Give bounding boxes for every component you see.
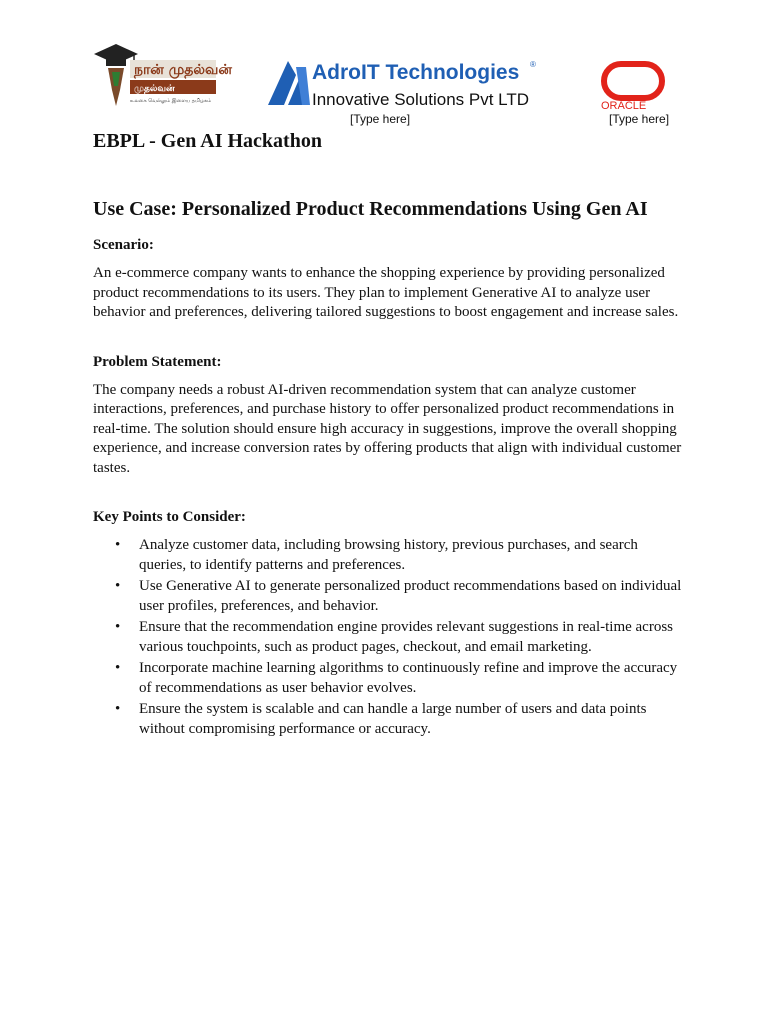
header-placeholder-1: [Type here] [350, 112, 411, 126]
use-case-heading: Use Case: Personalized Product Recommendations Using Gen AI [93, 198, 648, 220]
key-points-heading: Key Points to Consider: [93, 509, 246, 525]
svg-text:நான் முதல்வன்: நான் முதல்வன் [134, 62, 233, 78]
svg-text:Innovative Solutions Pvt LTD: Innovative Solutions Pvt LTD [312, 90, 530, 109]
svg-text:®: ® [530, 60, 536, 69]
list-item: • Ensure the system is scalable and can handle a large number of users and data points without compromising performance or accuracy. [139, 700, 685, 739]
document-title: EBPL - Gen AI Hackathon [93, 130, 322, 152]
svg-text:உலகை வெல்லும் இளைய தமிழகம்: உலகை வெல்லும் இளைய தமிழகம் [130, 98, 212, 104]
oracle-logo [599, 62, 669, 112]
list-item: • Analyze customer data, including browsing history, previous purchases, and search queries, to identify patterns and preferences. [139, 536, 685, 575]
svg-text:முதல்வன்: முதல்வன் [134, 84, 175, 94]
header-placeholder-2: [Type here] [609, 112, 670, 126]
adroit-technologies-logo [266, 55, 556, 113]
scenario-heading: Scenario: [93, 237, 154, 253]
key-points-list [93, 536, 685, 739]
problem-statement-text: The company needs a robust AI-driven recommendation system that can analyze customer interactions, preferences, and purchase history to offer personalized product recommendations in real-time. The solution should ensure high accuracy in suggestions, improve the overall shopping experience, and increase conversion rates by offering products that align with individual customer tastes. [93, 381, 682, 476]
document-body [93, 126, 685, 741]
naan-mudhalvan-logo [94, 42, 233, 112]
list-item: • Incorporate machine learning algorithms to continuously refine and improve the accuracy of recommendations as user behavior evolves. [139, 659, 685, 698]
scenario-text: An e-commerce company wants to enhance the shopping experience by providing personalized product recommendations to its users. They plan to implement Generative AI to analyze user behavior and preferences, delivering tailored suggestions to boost engagement and increase sales. [93, 265, 679, 320]
svg-text:AdroIT Technologies: AdroIT Technologies [312, 61, 520, 84]
problem-statement-heading: Problem Statement: [93, 353, 222, 370]
list-item: • Ensure that the recommendation engine provides relevant suggestions in real-time across various touchpoints, such as product pages, checkout, and email marketing. [139, 618, 685, 657]
svg-text:ORACLE: ORACLE [601, 100, 647, 112]
list-item: • Use Generative AI to generate personalized product recommendations based on individual user profiles, preferences, and behavior. [139, 577, 685, 616]
